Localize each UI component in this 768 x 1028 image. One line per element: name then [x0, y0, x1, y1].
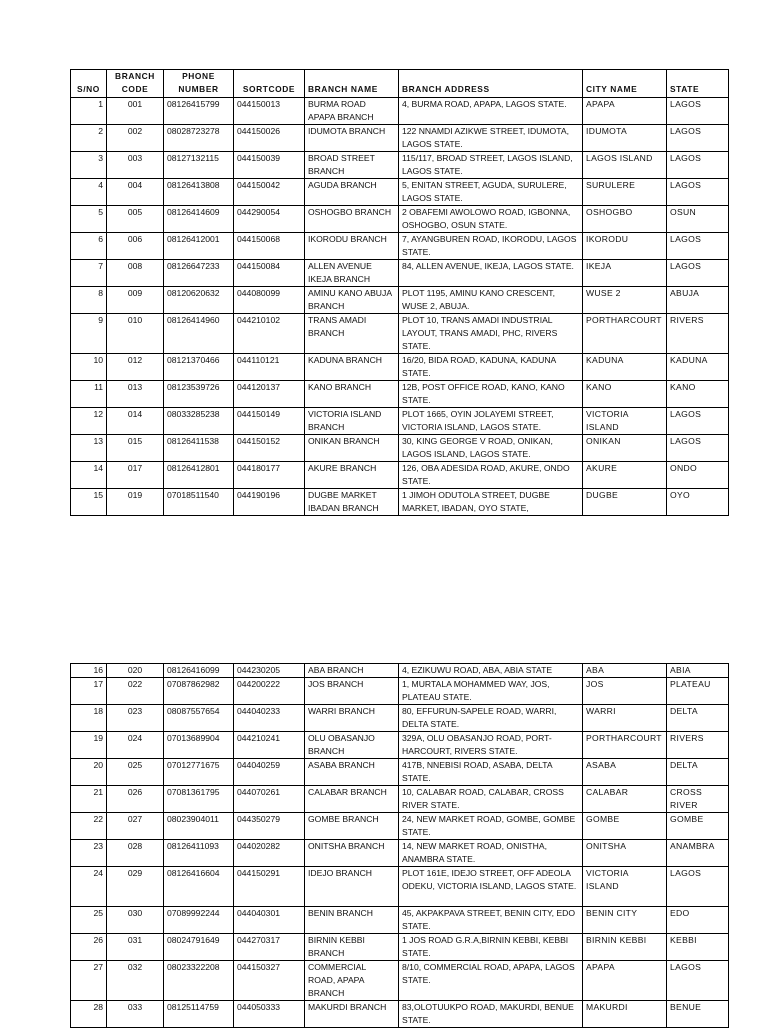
row-branch-code: 026 — [107, 786, 164, 813]
row-branch-code: 002 — [107, 125, 164, 152]
row-branch-code: 022 — [107, 678, 164, 705]
row-branch-address: 7, AYANGBUREN ROAD, IKORODU, LAGOS STATE. — [399, 233, 583, 260]
table-2-body — [71, 664, 729, 1028]
row-branch-address: 45, AKPAKPAVA STREET, BENIN CITY, EDO STATE. — [399, 907, 583, 934]
row-sno: 20 — [71, 759, 107, 786]
table-row — [71, 759, 729, 786]
table-row — [71, 934, 729, 961]
row-branch-code: 001 — [107, 98, 164, 125]
row-branch-address: 2 OBAFEMI AWOLOWO ROAD, IGBONNA, OSHOGBO, OSUN STATE. — [399, 206, 583, 233]
row-branch-code: 020 — [107, 664, 164, 678]
table-row — [71, 408, 729, 435]
row-state: GOMBE — [667, 813, 729, 840]
row-sno: 5 — [71, 206, 107, 233]
row-phone-number: 08126416604 — [164, 867, 234, 907]
row-phone-number: 08126414960 — [164, 314, 234, 354]
table-row — [71, 813, 729, 840]
table-row — [71, 179, 729, 206]
row-sno: 15 — [71, 489, 107, 516]
row-branch-address: PLOT 1195, AMINU KANO CRESCENT, WUSE 2, ABUJA. — [399, 287, 583, 314]
row-branch-code: 023 — [107, 705, 164, 732]
row-branch-address: 14, NEW MARKET ROAD, ONISTHA, ANAMBRA STATE. — [399, 840, 583, 867]
row-branch-code: 025 — [107, 759, 164, 786]
row-branch-name: KADUNA BRANCH — [305, 354, 399, 381]
table-row — [71, 435, 729, 462]
header-state: STATE — [667, 70, 729, 98]
row-branch-name: KANO BRANCH — [305, 381, 399, 408]
row-branch-address: 5, ENITAN STREET, AGUDA, SURULERE, LAGOS STATE. — [399, 179, 583, 206]
row-branch-code: 032 — [107, 961, 164, 1001]
row-sortcode: 044050333 — [234, 1001, 305, 1028]
row-phone-number: 07012771675 — [164, 759, 234, 786]
row-branch-name: BROAD STREET BRANCH — [305, 152, 399, 179]
table-row — [71, 786, 729, 813]
row-city-name: BENIN CITY — [583, 907, 667, 934]
row-city-name: GOMBE — [583, 813, 667, 840]
row-phone-number: 08126412801 — [164, 462, 234, 489]
row-branch-name: OSHOGBO BRANCH — [305, 206, 399, 233]
row-branch-address: 1, MURTALA MOHAMMED WAY, JOS, PLATEAU STATE. — [399, 678, 583, 705]
row-branch-name: AGUDA BRANCH — [305, 179, 399, 206]
row-branch-name: OLU OBASANJO BRANCH — [305, 732, 399, 759]
row-sno: 2 — [71, 125, 107, 152]
row-sortcode: 044190196 — [234, 489, 305, 516]
row-sortcode: 044150084 — [234, 260, 305, 287]
row-sortcode: 044290054 — [234, 206, 305, 233]
row-phone-number: 08126647233 — [164, 260, 234, 287]
row-branch-name: AMINU KANO ABUJA BRANCH — [305, 287, 399, 314]
row-branch-address: 8/10, COMMERCIAL ROAD, APAPA, LAGOS STATE. — [399, 961, 583, 1001]
row-branch-address: 122 NNAMDI AZIKWE STREET, IDUMOTA, LAGOS STATE. — [399, 125, 583, 152]
row-branch-code: 017 — [107, 462, 164, 489]
row-phone-number: 08121370466 — [164, 354, 234, 381]
row-city-name: DUGBE — [583, 489, 667, 516]
table-row — [71, 705, 729, 732]
row-city-name: OSHOGBO — [583, 206, 667, 233]
row-sortcode: 044040233 — [234, 705, 305, 732]
row-state: OSUN — [667, 206, 729, 233]
row-branch-code: 005 — [107, 206, 164, 233]
row-city-name: VICTORIA ISLAND — [583, 408, 667, 435]
row-state: LAGOS — [667, 179, 729, 206]
row-branch-name: ONITSHA BRANCH — [305, 840, 399, 867]
header-sn: S/NO — [71, 70, 107, 98]
row-state: LAGOS — [667, 867, 729, 907]
row-sno: 28 — [71, 1001, 107, 1028]
row-phone-number: 08023904011 — [164, 813, 234, 840]
row-sno: 27 — [71, 961, 107, 1001]
row-sno: 3 — [71, 152, 107, 179]
row-sortcode: 044150327 — [234, 961, 305, 1001]
row-city-name: MAKURDI — [583, 1001, 667, 1028]
table-row — [71, 381, 729, 408]
row-state: EDO — [667, 907, 729, 934]
row-branch-code: 003 — [107, 152, 164, 179]
row-sno: 8 — [71, 287, 107, 314]
row-phone-number: 08033285238 — [164, 408, 234, 435]
table-row — [71, 354, 729, 381]
row-branch-name: WARRI BRANCH — [305, 705, 399, 732]
table-row — [71, 664, 729, 678]
row-branch-code: 031 — [107, 934, 164, 961]
row-branch-address: 126, OBA ADESIDA ROAD, AKURE, ONDO STATE. — [399, 462, 583, 489]
row-phone-number: 07087862982 — [164, 678, 234, 705]
table-row — [71, 489, 729, 516]
row-city-name: BIRNIN KEBBI — [583, 934, 667, 961]
row-state: ONDO — [667, 462, 729, 489]
branch-table-1 — [70, 69, 729, 516]
row-sortcode: 044350279 — [234, 813, 305, 840]
row-state: LAGOS — [667, 408, 729, 435]
row-sno: 16 — [71, 664, 107, 678]
row-sno: 24 — [71, 867, 107, 907]
row-phone-number: 07081361795 — [164, 786, 234, 813]
row-state: KANO — [667, 381, 729, 408]
row-branch-code: 033 — [107, 1001, 164, 1028]
row-phone-number: 08126416099 — [164, 664, 234, 678]
row-state: ABIA — [667, 664, 729, 678]
row-sno: 26 — [71, 934, 107, 961]
row-branch-name: AKURE BRANCH — [305, 462, 399, 489]
row-city-name: APAPA — [583, 961, 667, 1001]
row-phone-number: 08087557654 — [164, 705, 234, 732]
row-sortcode: 044200222 — [234, 678, 305, 705]
table-row — [71, 867, 729, 907]
row-state: LAGOS — [667, 233, 729, 260]
row-sno: 6 — [71, 233, 107, 260]
row-branch-code: 027 — [107, 813, 164, 840]
table-row — [71, 98, 729, 125]
table-row — [71, 961, 729, 1001]
row-city-name: ONITSHA — [583, 840, 667, 867]
row-branch-address: 417B, NNEBISI ROAD, ASABA, DELTA STATE. — [399, 759, 583, 786]
row-branch-address: 4, BURMA ROAD, APAPA, LAGOS STATE. — [399, 98, 583, 125]
row-state: CROSS RIVER — [667, 786, 729, 813]
row-branch-code: 013 — [107, 381, 164, 408]
row-sno: 1 — [71, 98, 107, 125]
row-phone-number: 08023322208 — [164, 961, 234, 1001]
row-sortcode: 044070261 — [234, 786, 305, 813]
row-branch-address: 329A, OLU OBASANJO ROAD, PORT-HARCOURT, RIVERS STATE. — [399, 732, 583, 759]
table-row — [71, 233, 729, 260]
row-phone-number: 08028723278 — [164, 125, 234, 152]
table-row — [71, 152, 729, 179]
row-state: LAGOS — [667, 98, 729, 125]
row-branch-code: 012 — [107, 354, 164, 381]
row-branch-address: PLOT 161E, IDEJO STREET, OFF ADEOLA ODEKU, VICTORIA ISLAND, LAGOS STATE. — [399, 867, 583, 907]
row-sno: 25 — [71, 907, 107, 934]
row-sno: 18 — [71, 705, 107, 732]
row-branch-name: BURMA ROAD APAPA BRANCH — [305, 98, 399, 125]
row-sno: 21 — [71, 786, 107, 813]
row-branch-code: 008 — [107, 260, 164, 287]
row-state: DELTA — [667, 759, 729, 786]
row-branch-name: ASABA BRANCH — [305, 759, 399, 786]
row-branch-code: 010 — [107, 314, 164, 354]
row-phone-number: 08123539726 — [164, 381, 234, 408]
row-phone-number: 08126414609 — [164, 206, 234, 233]
row-branch-address: 1 JOS ROAD G.R.A,BIRNIN KEBBI, KEBBI STATE. — [399, 934, 583, 961]
row-city-name: WUSE 2 — [583, 287, 667, 314]
row-branch-address: 115/117, BROAD STREET, LAGOS ISLAND, LAGOS STATE. — [399, 152, 583, 179]
row-branch-code: 015 — [107, 435, 164, 462]
row-state: KADUNA — [667, 354, 729, 381]
row-branch-name: VICTORIA ISLAND BRANCH — [305, 408, 399, 435]
row-sno: 13 — [71, 435, 107, 462]
row-city-name: ONIKAN — [583, 435, 667, 462]
row-phone-number: 08120620632 — [164, 287, 234, 314]
row-phone-number: 08126411093 — [164, 840, 234, 867]
row-branch-name: IKORODU BRANCH — [305, 233, 399, 260]
row-phone-number: 08126411538 — [164, 435, 234, 462]
row-sortcode: 044040301 — [234, 907, 305, 934]
row-sno: 22 — [71, 813, 107, 840]
row-sno: 23 — [71, 840, 107, 867]
row-sortcode: 044150042 — [234, 179, 305, 206]
row-sortcode: 044150039 — [234, 152, 305, 179]
row-branch-address: 30, KING GEORGE V ROAD, ONIKAN, LAGOS ISLAND, LAGOS STATE. — [399, 435, 583, 462]
table-row — [71, 125, 729, 152]
row-branch-address: 12B, POST OFFICE ROAD, KANO, KANO STATE. — [399, 381, 583, 408]
row-city-name: LAGOS ISLAND — [583, 152, 667, 179]
row-branch-address: PLOT 10, TRANS AMADI INDUSTRIAL LAYOUT, TRANS AMADI, PHC, RIVERS STATE. — [399, 314, 583, 354]
row-state: PLATEAU — [667, 678, 729, 705]
row-branch-code: 030 — [107, 907, 164, 934]
row-branch-address: 80, EFFURUN-SAPELE ROAD, WARRI, DELTA STATE. — [399, 705, 583, 732]
row-sortcode: 044150152 — [234, 435, 305, 462]
table-row — [71, 907, 729, 934]
row-branch-name: BIRNIN KEBBI BRANCH — [305, 934, 399, 961]
row-city-name: AKURE — [583, 462, 667, 489]
row-phone-number: 08126415799 — [164, 98, 234, 125]
table-row — [71, 462, 729, 489]
row-phone-number: 08024791649 — [164, 934, 234, 961]
row-city-name: JOS — [583, 678, 667, 705]
row-branch-name: BENIN BRANCH — [305, 907, 399, 934]
row-branch-code: 028 — [107, 840, 164, 867]
table-row — [71, 287, 729, 314]
row-branch-code: 019 — [107, 489, 164, 516]
row-city-name: IKORODU — [583, 233, 667, 260]
row-sortcode: 044080099 — [234, 287, 305, 314]
row-sortcode: 044120137 — [234, 381, 305, 408]
row-city-name: PORTHARCOURT — [583, 732, 667, 759]
row-sno: 9 — [71, 314, 107, 354]
table-row — [71, 1001, 729, 1028]
row-sortcode: 044210102 — [234, 314, 305, 354]
row-branch-address: 24, NEW MARKET ROAD, GOMBE, GOMBE STATE. — [399, 813, 583, 840]
table-row — [71, 678, 729, 705]
row-branch-address: 84, ALLEN AVENUE, IKEJA, LAGOS STATE. — [399, 260, 583, 287]
table-row — [71, 840, 729, 867]
row-phone-number: 08125114759 — [164, 1001, 234, 1028]
row-branch-name: COMMERCIAL ROAD, APAPA BRANCH — [305, 961, 399, 1001]
row-sno: 11 — [71, 381, 107, 408]
row-city-name: PORTHARCOURT — [583, 314, 667, 354]
row-branch-code: 004 — [107, 179, 164, 206]
row-sortcode: 044110121 — [234, 354, 305, 381]
row-city-name: VICTORIA ISLAND — [583, 867, 667, 907]
header-sortcode: SORTCODE — [234, 70, 305, 98]
row-sortcode: 044150026 — [234, 125, 305, 152]
row-branch-name: IDUMOTA BRANCH — [305, 125, 399, 152]
row-sortcode: 044150013 — [234, 98, 305, 125]
row-sortcode: 044150068 — [234, 233, 305, 260]
table-row — [71, 314, 729, 354]
row-city-name: ABA — [583, 664, 667, 678]
row-sortcode: 044210241 — [234, 732, 305, 759]
row-branch-code: 009 — [107, 287, 164, 314]
row-phone-number: 08127132115 — [164, 152, 234, 179]
row-state: LAGOS — [667, 435, 729, 462]
row-sortcode: 044150291 — [234, 867, 305, 907]
row-branch-name: JOS BRANCH — [305, 678, 399, 705]
row-branch-address: 83,OLOTUUKPO ROAD, MAKURDI, BENUE STATE. — [399, 1001, 583, 1028]
row-sno: 4 — [71, 179, 107, 206]
row-state: LAGOS — [667, 152, 729, 179]
branch-table-2 — [70, 663, 729, 1028]
row-city-name: SURULERE — [583, 179, 667, 206]
row-branch-name: ALLEN AVENUE IKEJA BRANCH — [305, 260, 399, 287]
row-branch-name: ABA BRANCH — [305, 664, 399, 678]
row-state: DELTA — [667, 705, 729, 732]
row-state: LAGOS — [667, 961, 729, 1001]
table-row — [71, 732, 729, 759]
table-row — [71, 260, 729, 287]
row-sno: 14 — [71, 462, 107, 489]
row-sortcode: 044150149 — [234, 408, 305, 435]
table-1-body — [71, 98, 729, 516]
row-sortcode: 044020282 — [234, 840, 305, 867]
row-state: ANAMBRA — [667, 840, 729, 867]
header-phone-number: PHONE NUMBER — [164, 70, 234, 98]
row-city-name: IDUMOTA — [583, 125, 667, 152]
row-phone-number: 07013689904 — [164, 732, 234, 759]
row-sortcode: 044180177 — [234, 462, 305, 489]
row-branch-address: 16/20, BIDA ROAD, KADUNA, KADUNA STATE. — [399, 354, 583, 381]
row-branch-code: 024 — [107, 732, 164, 759]
row-sortcode: 044040259 — [234, 759, 305, 786]
row-sno: 12 — [71, 408, 107, 435]
row-city-name: KANO — [583, 381, 667, 408]
row-sno: 7 — [71, 260, 107, 287]
row-city-name: ASABA — [583, 759, 667, 786]
row-branch-address: 1 JIMOH ODUTOLA STREET, DUGBE MARKET, IBADAN, OYO STATE, — [399, 489, 583, 516]
row-phone-number: 07018511540 — [164, 489, 234, 516]
row-sortcode: 044230205 — [234, 664, 305, 678]
row-branch-address: 10, CALABAR ROAD, CALABAR, CROSS RIVER STATE. — [399, 786, 583, 813]
row-state: BENUE — [667, 1001, 729, 1028]
header-branch-address: BRANCH ADDRESS — [399, 70, 583, 98]
row-city-name: IKEJA — [583, 260, 667, 287]
row-state: RIVERS — [667, 314, 729, 354]
header-branch-code: BRANCH CODE — [107, 70, 164, 98]
row-branch-name: GOMBE BRANCH — [305, 813, 399, 840]
row-branch-name: DUGBE MARKET IBADAN BRANCH — [305, 489, 399, 516]
row-city-name: KADUNA — [583, 354, 667, 381]
row-city-name: APAPA — [583, 98, 667, 125]
row-phone-number: 07089992244 — [164, 907, 234, 934]
row-branch-name: IDEJO BRANCH — [305, 867, 399, 907]
table-row — [71, 206, 729, 233]
row-branch-name: MAKURDI BRANCH — [305, 1001, 399, 1028]
row-branch-name: CALABAR BRANCH — [305, 786, 399, 813]
row-state: LAGOS — [667, 260, 729, 287]
row-branch-address: PLOT 1665, OYIN JOLAYEMI STREET, VICTORIA ISLAND, LAGOS STATE. — [399, 408, 583, 435]
row-phone-number: 08126413808 — [164, 179, 234, 206]
row-branch-name: ONIKAN BRANCH — [305, 435, 399, 462]
row-state: ABUJA — [667, 287, 729, 314]
header-city-name: CITY NAME — [583, 70, 667, 98]
row-sno: 19 — [71, 732, 107, 759]
row-branch-code: 014 — [107, 408, 164, 435]
row-sno: 17 — [71, 678, 107, 705]
row-state: RIVERS — [667, 732, 729, 759]
row-phone-number: 08126412001 — [164, 233, 234, 260]
row-city-name: CALABAR — [583, 786, 667, 813]
row-state: LAGOS — [667, 125, 729, 152]
row-branch-code: 006 — [107, 233, 164, 260]
header-branch-name: BRANCH NAME — [305, 70, 399, 98]
row-branch-code: 029 — [107, 867, 164, 907]
row-branch-name: TRANS AMADI BRANCH — [305, 314, 399, 354]
row-city-name: WARRI — [583, 705, 667, 732]
row-sno: 10 — [71, 354, 107, 381]
row-branch-address: 4, EZIKUWU ROAD, ABA, ABIA STATE — [399, 664, 583, 678]
row-state: OYO — [667, 489, 729, 516]
row-sortcode: 044270317 — [234, 934, 305, 961]
row-state: KEBBI — [667, 934, 729, 961]
